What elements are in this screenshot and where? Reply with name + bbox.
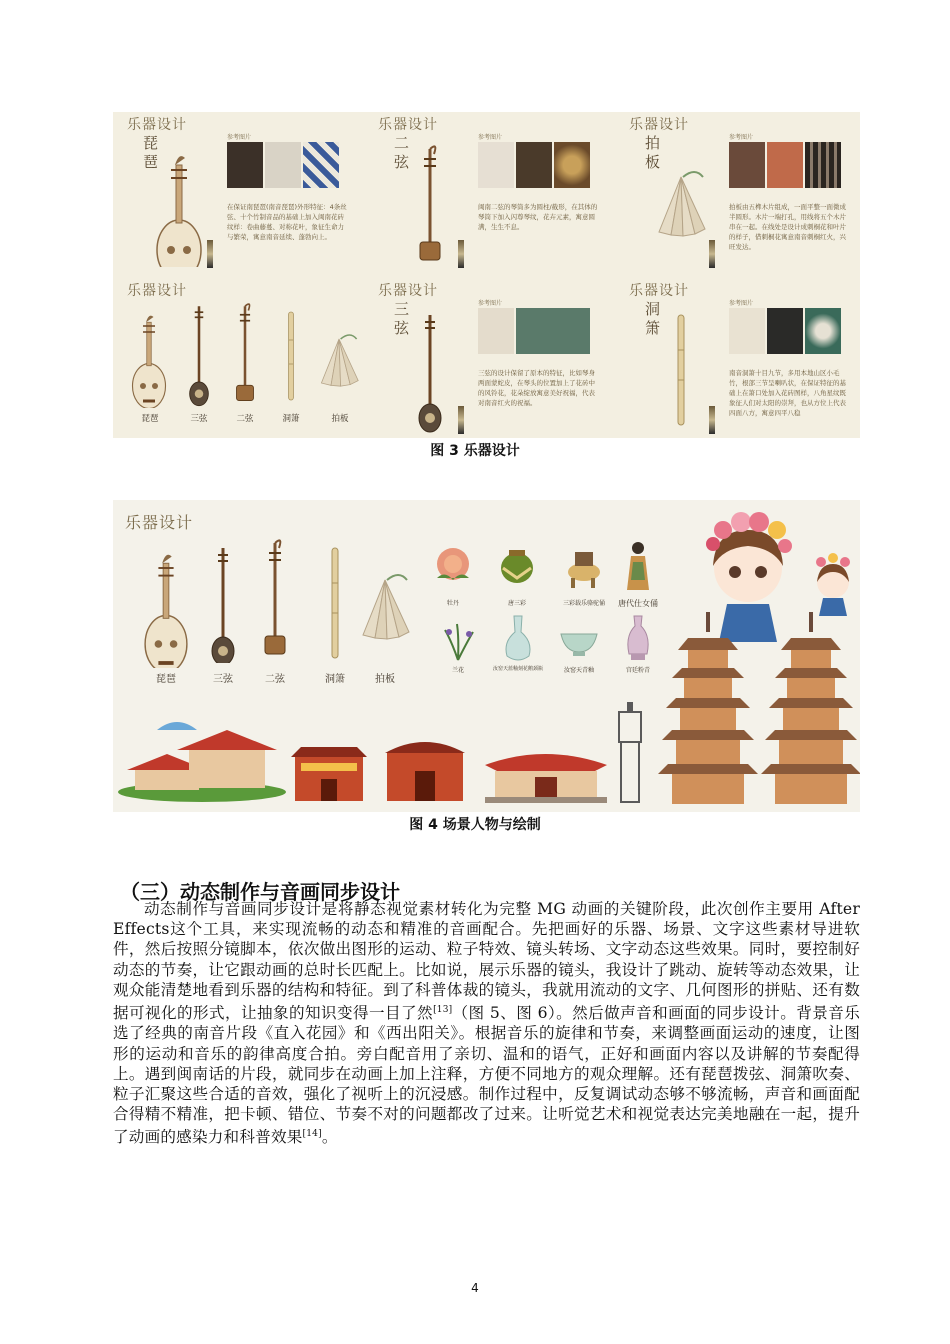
panel-title: 乐器设计 [127, 117, 187, 133]
figure-4-caption: 图 4 场景人物与绘制 [409, 817, 541, 833]
fencai-vase-icon [623, 614, 653, 664]
flower-photo [767, 142, 803, 188]
reference-label: 参考图片 [729, 300, 754, 307]
reference-photo [478, 142, 514, 188]
instrument-name: 二弦 [394, 134, 410, 171]
tile-pattern-photo [303, 142, 339, 188]
instrument-label: 二弦 [265, 674, 285, 685]
erxian-illustration [225, 298, 265, 408]
reference-photo [729, 142, 765, 188]
reference-label: 参考图片 [478, 300, 503, 307]
object-label: 唐代仕女俑 [618, 599, 658, 608]
paiban-illustration [641, 162, 721, 252]
peony-icon [431, 544, 475, 588]
panel-title: 乐器设计 [127, 283, 187, 299]
orchid-icon [441, 620, 475, 662]
panel-lineup [119, 278, 369, 436]
instrument-label: 洞箫 [282, 414, 300, 424]
instrument-name: 琵琶 [143, 134, 159, 171]
instrument-label: 拍板 [375, 674, 395, 685]
panel-title: 乐器设计 [378, 283, 438, 299]
instrument-name: 洞箫 [645, 300, 661, 337]
reference-photo [265, 142, 301, 188]
figure-3-caption: 图 3 乐器设计 [430, 443, 520, 459]
object-label: 唐三彩 [507, 600, 526, 607]
reference-label: 参考图片 [478, 134, 503, 141]
xiao-illustration [661, 308, 701, 433]
tile-pattern-photo [805, 308, 841, 354]
sanxian-illustration [179, 298, 219, 408]
object-label: 牡丹 [446, 600, 459, 607]
reference-photo [729, 308, 765, 354]
pipa-illustration [135, 538, 197, 668]
sancai-jar-icon [497, 546, 537, 586]
panel-title: 乐器设计 [629, 117, 689, 133]
instrument-label: 琵琶 [141, 414, 159, 424]
sanxian-illustration [201, 545, 245, 663]
color-strip [458, 240, 464, 268]
reference-photo [478, 308, 514, 354]
color-strip [207, 240, 213, 268]
panel-title: 乐器设计 [378, 117, 438, 133]
figure-4-scene-characters [113, 500, 860, 812]
reference-photo [805, 142, 841, 188]
instrument-label: 洞箫 [325, 674, 345, 685]
tile-pattern-photo [554, 142, 590, 188]
color-strip [458, 406, 464, 434]
paiban-illustration [355, 570, 415, 650]
panel-dongxiao [621, 278, 857, 436]
object-label: 三彩载乐骆驼俑 [562, 600, 605, 607]
instrument-name: 三弦 [394, 300, 410, 337]
design-description: 南音洞箫十目九节，多用本地山区小毛竹，根部三节呈喇叭状，在保证特征的基础上在箫口处加入花砖图样，八角星纹既象征人们对太阳的崇拜，也从方位上代表四面八方，寓意四平八稳 [729, 369, 846, 417]
panel-sanxian [370, 278, 606, 436]
pagoda-illustration [658, 610, 758, 810]
design-description: 拍板由五榫木片组成，一面平整一面微成半圆形。木片一端打孔，用线将五个木片串在一起。在线处是设计成刺桐花和叶片的样子，借刺桐花寓意南音刺桐红火，兴旺发达。 [729, 203, 846, 251]
paiban-illustration [315, 333, 365, 393]
instrument-label: 琵琶 [156, 674, 176, 685]
citation-ref: [14] [302, 1129, 322, 1140]
design-description: 闽南二弦的琴筒多为圆柱/截形，在其体的琴筒下加入闪尊琴纹，花卉元素，寓意圆满，生生不息。 [478, 203, 598, 231]
red-gate-illustration [291, 745, 367, 805]
ru-bowl-icon [559, 628, 599, 658]
xiao-illustration [313, 545, 357, 663]
panel-title: 乐器设计 [125, 513, 194, 532]
object-label: 宫廷粉青 [625, 667, 650, 674]
object-label: 兰花 [451, 667, 464, 674]
reference-label: 参考图片 [227, 134, 252, 141]
instrument-label: 三弦 [190, 414, 208, 424]
paragraph-text: 。 [321, 1128, 338, 1147]
paragraph-text: 动态制作与音画同步设计是将静态视觉素材转化为完整 MG 动画的关键阶段，此次创作主要用 After Effects这个工具，来实现流畅的动态和精准的音画配合。先把画好的乐器、场景、文字这些素材导进软件，然后按照分镜脚本，依次做出图形的运动、粒子特效、镜头转场、文字动态这些效果。同时，要控制好动态的节奏，让它跟动画的总时长匹配上。比如说，展示乐器的镜头，我设计了跳动、旋转等动态效果，让观众能清楚地看到乐器的结构和特征。到了科普体裁的镜头，我就用流动的文字、几何图形的拼贴、还有数据可视化的形式，让抽象的知识变得一目了然 [113, 900, 860, 1023]
reference-photo [227, 142, 263, 188]
erxian-illustration [253, 536, 297, 661]
tang-lady-figurine-icon [623, 540, 653, 592]
instrument-name: 拍板 [645, 134, 661, 171]
page-number: 4 [471, 1281, 479, 1295]
color-strip [709, 240, 715, 268]
citation-ref: [13] [433, 1005, 453, 1016]
panel-paiban [621, 112, 857, 270]
object-label: 汝窑天青釉 [563, 667, 594, 674]
panel-title: 乐器设计 [629, 283, 689, 299]
reference-photo [767, 308, 803, 354]
paragraph-text: （图 5、图 6）。然后做声音和画面的同步设计。背景音乐选了经典的南音片段《直入花园》和《西出阳关》。根据音乐的旋律和节奏，来调整画面运动的速度，让图形的运动和音乐的韵律高度合拍。旁白配音用了亲切、温和的语气，正好和画面内容以及讲解的节奏配得上。遇到闽南话的片段，就同步在动画上加上注释，方便不同地方的观众理解。还有琵琶拨弦、洞箫吹奏、粒子汇聚这些合适的音效，强化了视听上的沉浸感。制作过程中，反复调试动态够不够流畅，声音和画面配合得精不精准，把卡顿、错位、节奏不对的问题都改了过来。让听觉艺术和视觉表达完美地融在一起，提升了动画的感染力和科普效果 [113, 1004, 860, 1147]
panel-erxian [370, 112, 606, 270]
figure-3-instrument-design [113, 112, 860, 438]
camel-figurine-icon [561, 542, 607, 590]
design-description: 三弦的设计保留了原本的特征，比如琴身两面蒙蛇皮，在琴头的位置加上了花砖中的风铃花，花朵绽放寓意美好祝福，代表对南音红火的祝福。 [478, 369, 595, 407]
color-strip [709, 406, 715, 434]
red-wall-illustration [383, 735, 467, 805]
section-heading: （三）动态制作与音画同步设计 [120, 880, 400, 904]
reference-photo [516, 308, 590, 354]
body-paragraph [113, 899, 860, 1148]
panel-pipa [119, 112, 355, 270]
design-description: 在保证南琵琶(南音琵琶)外形特征：4条丝弦、十个竹制音品的基础上加入闽南花砖纹样：卷曲藤蔓、对称花叶，象征生命力与繁荣，寓意南音延续、蓬勃向上。 [227, 203, 347, 241]
hall-illustration [485, 745, 607, 805]
pipa-illustration [127, 298, 171, 408]
reference-photo [516, 142, 552, 188]
reference-label: 参考图片 [729, 134, 754, 141]
temple-complex-illustration [117, 710, 287, 802]
xiao-illustration [271, 308, 311, 408]
object-label: 汝窑天蓝釉刻花鹅颈瓶 [492, 666, 543, 672]
instrument-label: 二弦 [236, 414, 254, 424]
lantern-tower-illustration [613, 700, 647, 806]
pagoda-illustration [761, 610, 860, 810]
ru-vase-icon [501, 614, 535, 664]
instrument-label: 三弦 [213, 674, 233, 685]
instrument-label: 拍板 [331, 414, 349, 424]
